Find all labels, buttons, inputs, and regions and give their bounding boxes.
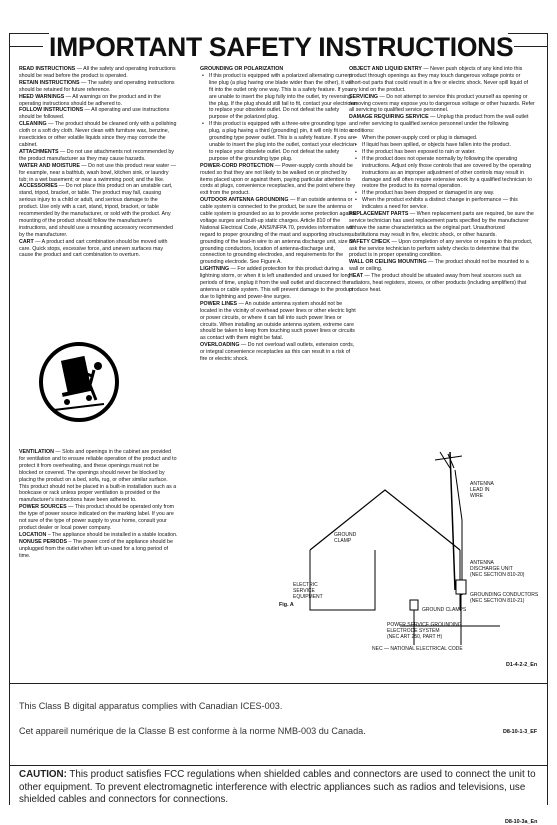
column-2 bbox=[200, 66, 358, 363]
col1-item-text: — A product and cart combination should be moved with care. Quick stops, excessive force, and uneven surfaces may cause the product and cart combination to overturn. bbox=[19, 238, 168, 259]
ground-clamp-label: GROUND CLAMP bbox=[334, 532, 357, 544]
col1-item-heading: HEED WARNINGS bbox=[19, 93, 65, 100]
col3a-item-text: — Do not attempt to service this product yourself as opening or removing covers may expose you to dangerous voltage or other hazards. Refer all servicing to qualified service personnel. bbox=[349, 93, 535, 114]
column-1 bbox=[19, 66, 178, 259]
col2-item bbox=[200, 163, 358, 198]
col1b-item bbox=[19, 532, 178, 539]
col1-item bbox=[19, 149, 178, 163]
col3b-item-text: — When replacement parts are required, be sure the service technician has used replacement parts specified by the manufacturer or have the same characteristics as the original part. Unauthorized substitutions may result in fire, electric shock, or other hazards. bbox=[349, 211, 534, 238]
col3b-item-heading: REPLACEMENT PARTS bbox=[349, 211, 409, 218]
col3b-item-heading: HEAT bbox=[349, 273, 364, 280]
col1-item bbox=[19, 163, 178, 184]
divider-caution bbox=[9, 765, 548, 766]
col1-item bbox=[19, 183, 178, 238]
col2-item bbox=[200, 266, 358, 301]
col3a-item bbox=[349, 94, 535, 115]
col2-item-text: — For added protection for this product during a lightning storm, or when it is left unattended and unused for long periods of time, unplug it from the wall outlet and disconnect the antenna or cable system. This will prevent damage to the product due to lightning and power-line surges. bbox=[200, 266, 354, 300]
caution-notice bbox=[19, 769, 539, 807]
bullet-item: • If this product is equipped with a polarized alternating current line plug (a plug having one blade wider than the other), it will fit into the outlet only one way. This is a safety feature. If you are unable to insert the plug fully into the outlet, try reversing the plug. If the plug should still fail to fit, contact your electrician to replace your obsolete outlet. Do not defeat the safety purpose of the polarized plug. bbox=[200, 73, 358, 121]
cart-tipover-warning-icon bbox=[34, 340, 124, 425]
col3a-item-text: — Never push objects of any kind into this product through openings as they may touch dangerous voltage points or short-out parts that could result in a fire or electric shock. Never spill liquid of any kind on the product. bbox=[349, 66, 528, 93]
column-1-lower bbox=[19, 449, 178, 560]
col2-item bbox=[200, 301, 358, 342]
col2-item-text: — Power-supply cords should be routed so that they are not likely to be walked on or pinched by items placed upon or against them, paying particular attention to cords at plugs, convenience receptacles, and the point where they exit from the product. bbox=[200, 162, 356, 197]
ices-english: This Class B digital apparatus complies with Canadian ICES-003. bbox=[19, 701, 283, 711]
col1b-item bbox=[19, 449, 178, 504]
col1b-item-heading: NONUSE PERIODS bbox=[19, 538, 67, 545]
col3b-item-heading: WALL OR CEILING MOUNTING bbox=[349, 259, 427, 266]
col2-item bbox=[200, 342, 358, 363]
col3b-item bbox=[349, 273, 535, 294]
bullet-item: • If this product is equipped with a three-wire grounding type plug, a plug having a third (grounding) pin, it will only fit into a grounding type power outlet. This is a safety feature. If you are unable to insert the plug into the outlet, contact your electrician to replace your obsolete outlet. Do not defeat the safety purpose of the grounding type plug. bbox=[200, 121, 358, 162]
col1-item-heading: READ INSTRUCTIONS bbox=[19, 66, 76, 72]
col3b-item-text: — The product should be situated away from heat sources such as radiators, heat registers, stoves, or other products (including amplifiers) that produce heat. bbox=[349, 273, 527, 293]
col1-item bbox=[19, 239, 178, 260]
column-3 bbox=[349, 66, 535, 294]
discharge-unit-label: ANTENNA DISCHARGE UNIT (NEC SECTION 810-20) bbox=[470, 560, 525, 578]
col1-item-heading: ACCESSORIES bbox=[19, 183, 58, 190]
grounding-conductors-label: GROUNDING CONDUCTORS (NEC SECTION 810-21) bbox=[470, 592, 539, 604]
col2-item-heading: OUTDOOR ANTENNA GROUNDING bbox=[200, 197, 289, 204]
doc-code-3: D8-10-3a_En bbox=[505, 819, 538, 825]
grounding-heading: GROUNDING OR POLARIZATION bbox=[200, 66, 284, 72]
title-rule-right bbox=[514, 46, 548, 47]
doc-code-1: D1-4-2-2_En bbox=[506, 662, 538, 668]
col3b-item bbox=[349, 239, 535, 260]
col1-item-text: — All the safety and operating instructions should be read before the product is operated. bbox=[19, 66, 176, 79]
power-service-grounding-label: POWER SERVICE GROUNDING ELECTRODE SYSTEM (NEC ART 250, PART H) bbox=[387, 622, 462, 640]
col3a-item bbox=[349, 66, 535, 94]
col1b-item bbox=[19, 539, 178, 560]
col1b-item-text: – The power cord of the appliance should be unplugged from the outlet when left un-used for a long period of time. bbox=[19, 538, 173, 559]
col3a-item-text: — Unplug this product from the wall outlet and refer servicing to qualified service personnel under the following conditions: bbox=[349, 114, 529, 135]
bullet-item: • If the product has been dropped or damaged in any way. bbox=[355, 190, 535, 197]
col2-item-heading: LIGHTNING bbox=[200, 266, 230, 273]
divider-ices bbox=[9, 683, 548, 685]
col1-item bbox=[19, 107, 178, 121]
caution-label: CAUTION: bbox=[19, 769, 67, 780]
col1-item bbox=[19, 80, 178, 94]
col1b-item-heading: LOCATION bbox=[19, 531, 47, 538]
col3b-item-text: — The product should not be mounted to a wall or ceiling. bbox=[349, 259, 529, 273]
col3a-item bbox=[349, 114, 535, 135]
bullet-item: • If liquid has been spilled, or objects have fallen into the product. bbox=[355, 142, 535, 149]
bullet-item: • If the product does not operate normally by following the operating instructions. Adjust only those controls that are covered by the operating instructions as an improper adjustment of other controls may result in damage and will often require extensive work by a qualified technician to restore the product to its normal operation. bbox=[355, 156, 535, 191]
col1b-item-text: – The appliance should be installed in a stable location. bbox=[46, 531, 178, 538]
col2-item-heading: OVERLOADING bbox=[200, 342, 240, 349]
col2-item bbox=[200, 197, 358, 266]
col3a-item-heading: DAMAGE REQUIRING SERVICE bbox=[349, 114, 429, 121]
col3a-item-heading: OBJECT AND LIQUID ENTRY bbox=[349, 66, 422, 72]
col1-item-text: — Do not use attachments not recommended by the product manufacturer as they may cause hazards. bbox=[19, 148, 174, 162]
col1b-item-text: — This product should be operated only from the type of power source indicated on the marking label. If you are not sure of the type of power supply to your home, consult your product dealer or local power company. bbox=[19, 504, 175, 531]
col2-item-heading: POWER-CORD PROTECTION bbox=[200, 162, 274, 169]
bullet-item: • When the product exhibits a distinct change in performance — this indicates a need for service. bbox=[355, 197, 535, 211]
col1-item-heading: RETAIN INSTRUCTIONS bbox=[19, 79, 80, 86]
col1-item-heading: CART bbox=[19, 238, 34, 245]
col3b-item bbox=[349, 259, 535, 273]
col1-item-heading: ATTACHMENTS bbox=[19, 148, 59, 155]
ground-clamps-label: GROUND CLAMPS bbox=[422, 607, 467, 613]
col1-item-text: — All warnings on the product and in the operating instructions should be adhered to. bbox=[19, 93, 161, 107]
col1-item-text: — Do not place this product on an unstable cart, stand, tripod, bracket, or table. The product may fall, causing serious injury to a child or adult, and serious damage to the product. Use only with a cart, stand, tripod, bracket, or table recommended by the manufacturer, or sold with the product. Any mounting of the product should follow the manufacturer's instructions, and should use a mounting accessory recommended by the manufacturer. bbox=[19, 183, 173, 238]
col1b-item-heading: VENTILATION bbox=[19, 449, 54, 455]
col1-item-text: — All operating and use instructions should be followed. bbox=[19, 107, 170, 121]
nec-legend: NEC — NATIONAL ELECTRICAL CODE bbox=[372, 646, 463, 652]
col1-item bbox=[19, 121, 178, 149]
col1-item-text: — The product should be cleaned only with a polishing cloth or a soft dry cloth. Never clean with furniture wax, benzine, insecticides or other volatile liquids since they may corrode the cabinet. bbox=[19, 121, 177, 148]
bullet-item: • When the power-supply cord or plug is damaged. bbox=[355, 135, 535, 142]
col2-item-heading: POWER LINES bbox=[200, 300, 238, 307]
col2-item-text: — If an outside antenna or cable system is connected to the product, be sure the antenna or cable system is grounded so as to provide some protection against voltage surges and built-up static charges. Article 810 of the National Electrical Code, ANSI/NFPA 70, provides information with regard to proper grounding of the mast and supporting structure, grounding of the lead-in wire to an antenna discharge unit, size of grounding conductors, location of antenna-discharge unit, connection to grounding electrodes, and requirements for the grounding electrode. See Figure A. bbox=[200, 197, 357, 266]
lead-in-wire-label: ANTENNA LEAD IN WIRE bbox=[470, 481, 494, 499]
col1b-item-text: — Slots and openings in the cabinet are provided for ventilation and to ensure reliable operation of the product and to protect it from overheating, and these openings must not be blocked or covered. The openings should never be blocked by placing the product on a bed, sofa, rug, or other similar surface. This product should not be placed in a built-in installation such as a bookcase or rack unless proper ventilation is provided or the manufacturer's instructions have been adhered to. bbox=[19, 449, 177, 504]
col3b-item-text: — Upon completion of any service or repairs to this product, ask the service technician to perform safety checks to determine that the product is in proper operating condition. bbox=[349, 238, 533, 259]
ices-french: Cet appareil numérique de la Classe B est conforme à la norme NMB-003 du Canada. bbox=[19, 726, 366, 736]
caution-text: This product satisfies FCC regulations when shielded cables and connectors are used to connect the unit to other equipment. To prevent electromagnetic interference with electric appliances such as radios and televisions, use shielded cables and connectors for connections. bbox=[19, 769, 536, 805]
col1-item-heading: FOLLOW INSTRUCTIONS bbox=[19, 107, 84, 114]
col1-item-heading: CLEANING bbox=[19, 121, 47, 128]
title-bar bbox=[9, 30, 548, 64]
col1-item-heading: WATER AND MOISTURE bbox=[19, 162, 80, 169]
electric-service-label: ELECTRIC SERVICE EQUIPMENT bbox=[293, 582, 323, 600]
col1b-item-heading: POWER SOURCES bbox=[19, 504, 67, 511]
page-title: IMPORTANT SAFETY INSTRUCTIONS bbox=[49, 32, 514, 62]
col1-item-text: — The safety and operating instructions should be retained for future reference. bbox=[19, 79, 175, 93]
doc-code-2: D8-10-1-3_EF bbox=[503, 729, 538, 735]
col2-item-text: — Do not overload wall outlets, extension cords, or integral convenience receptacles as this can result in a risk of fire or electric shock. bbox=[200, 342, 355, 363]
figure-label: Fig. A bbox=[279, 602, 294, 608]
bullet-item: • If the product has been exposed to rain or water. bbox=[355, 149, 535, 156]
col1-item bbox=[19, 94, 178, 108]
col1b-item bbox=[19, 504, 178, 532]
col2-item-text: — An outside antenna system should not be located in the vicinity of overhead power lines or other electric light or power circuits, or where it can fall into such power lines or circuits. When installing an outside antenna system, extreme care should be taken to keep from touching such power lines or circuits as contact with them might be fatal. bbox=[200, 300, 356, 342]
col1-item-text: — Do not use this product near water — for example, near a bathtub, wash bowl, kitchen sink, or laundry tub; in a wet basement; or near a swimming pool; and the like. bbox=[19, 162, 176, 183]
col1-item bbox=[19, 66, 178, 80]
col3b-item bbox=[349, 211, 535, 239]
title-rule-left bbox=[9, 46, 43, 47]
col3a-item-heading: SERVICING bbox=[349, 93, 379, 100]
col3b-item-heading: SAFETY CHECK bbox=[349, 238, 391, 245]
